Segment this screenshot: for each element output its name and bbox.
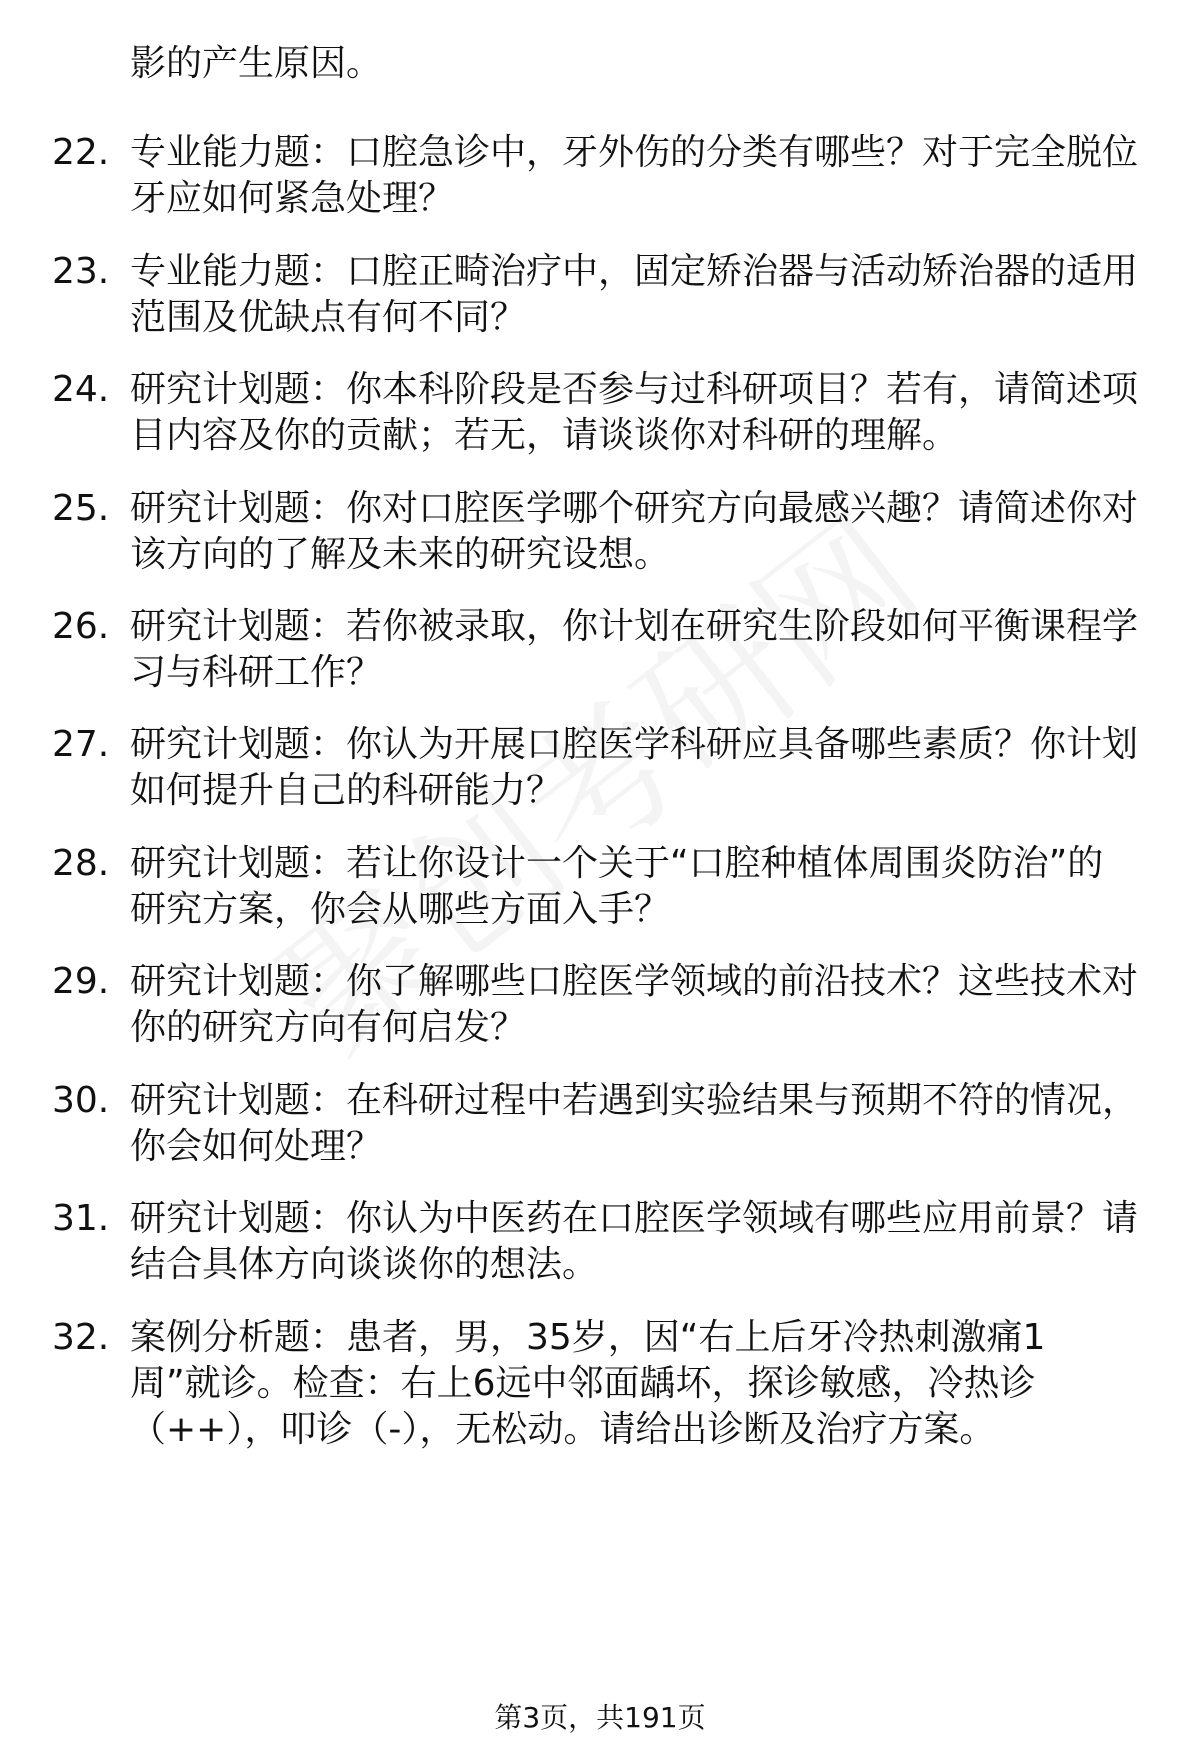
question-number: 23.: [52, 251, 110, 292]
question-line: 研究计划题：若让你设计一个关于“口腔种植体周围炎防治”的: [130, 843, 1104, 884]
question-line: 习与科研工作？: [130, 652, 383, 693]
question-line: 你的研究方向有何启发？: [130, 1007, 527, 1048]
question-number: 26.: [52, 606, 110, 647]
question-line: 该方向的了解及未来的研究设想。: [130, 534, 671, 575]
question-line: 结合具体方向谈谈你的想法。: [130, 1244, 599, 1285]
question-line: 牙应如何紧急处理？: [130, 178, 455, 219]
question-line: 案例分析题：患者，男，35岁，因“右上后牙冷热刺激痛1: [130, 1317, 1046, 1358]
question-line: 研究计划题：你了解哪些口腔医学领域的前沿技术？这些技术对: [130, 961, 1139, 1002]
question-line: 专业能力题：口腔急诊中，牙外伤的分类有哪些？对于完全脱位: [130, 132, 1139, 173]
continuation-line: 影的产生原因。: [130, 43, 383, 84]
question-line: 研究计划题：你本科阶段是否参与过科研项目？若有，请简述项: [130, 369, 1139, 410]
question-line: （++），叩诊（-），无松动。请给出诊断及治疗方案。: [130, 1409, 996, 1450]
question-number: 25.: [52, 488, 110, 529]
question-line: 研究计划题：你对口腔医学哪个研究方向最感兴趣？请简述你对: [130, 488, 1139, 529]
question-number: 32.: [52, 1317, 110, 1358]
question-line: 研究计划题：你认为中医药在口腔医学领域有哪些应用前景？请: [130, 1198, 1139, 1239]
question-line: 研究方案，你会从哪些方面入手？: [130, 889, 671, 930]
question-number: 27.: [52, 724, 110, 765]
question-number: 28.: [52, 843, 110, 884]
question-line: 范围及优缺点有何不同？: [130, 297, 527, 338]
question-line: 研究计划题：若你被录取，你计划在研究生阶段如何平衡课程学: [130, 606, 1139, 647]
question-line: 目内容及你的贡献；若无，请谈谈你对科研的理解。: [130, 415, 959, 456]
question-number: 24.: [52, 369, 110, 410]
question-line: 周”就诊。检查：右上6远中邻面龋坏，探诊敏感，冷热诊: [130, 1363, 1036, 1404]
question-line: 如何提升自己的科研能力？: [130, 770, 563, 811]
question-number: 29.: [52, 961, 110, 1002]
question-line: 研究计划题：你认为开展口腔医学科研应具备哪些素质？你计划: [130, 724, 1139, 765]
question-number: 22.: [52, 132, 110, 173]
question-number: 31.: [52, 1198, 110, 1239]
question-line: 专业能力题：口腔正畸治疗中，固定矫治器与活动矫治器的适用: [130, 251, 1139, 292]
question-line: 研究计划题：在科研过程中若遇到实验结果与预期不符的情况，: [130, 1080, 1139, 1121]
question-line: 你会如何处理？: [130, 1126, 383, 1167]
question-number: 30.: [52, 1080, 110, 1121]
page-footer: 第3页，共191页: [494, 1701, 706, 1734]
